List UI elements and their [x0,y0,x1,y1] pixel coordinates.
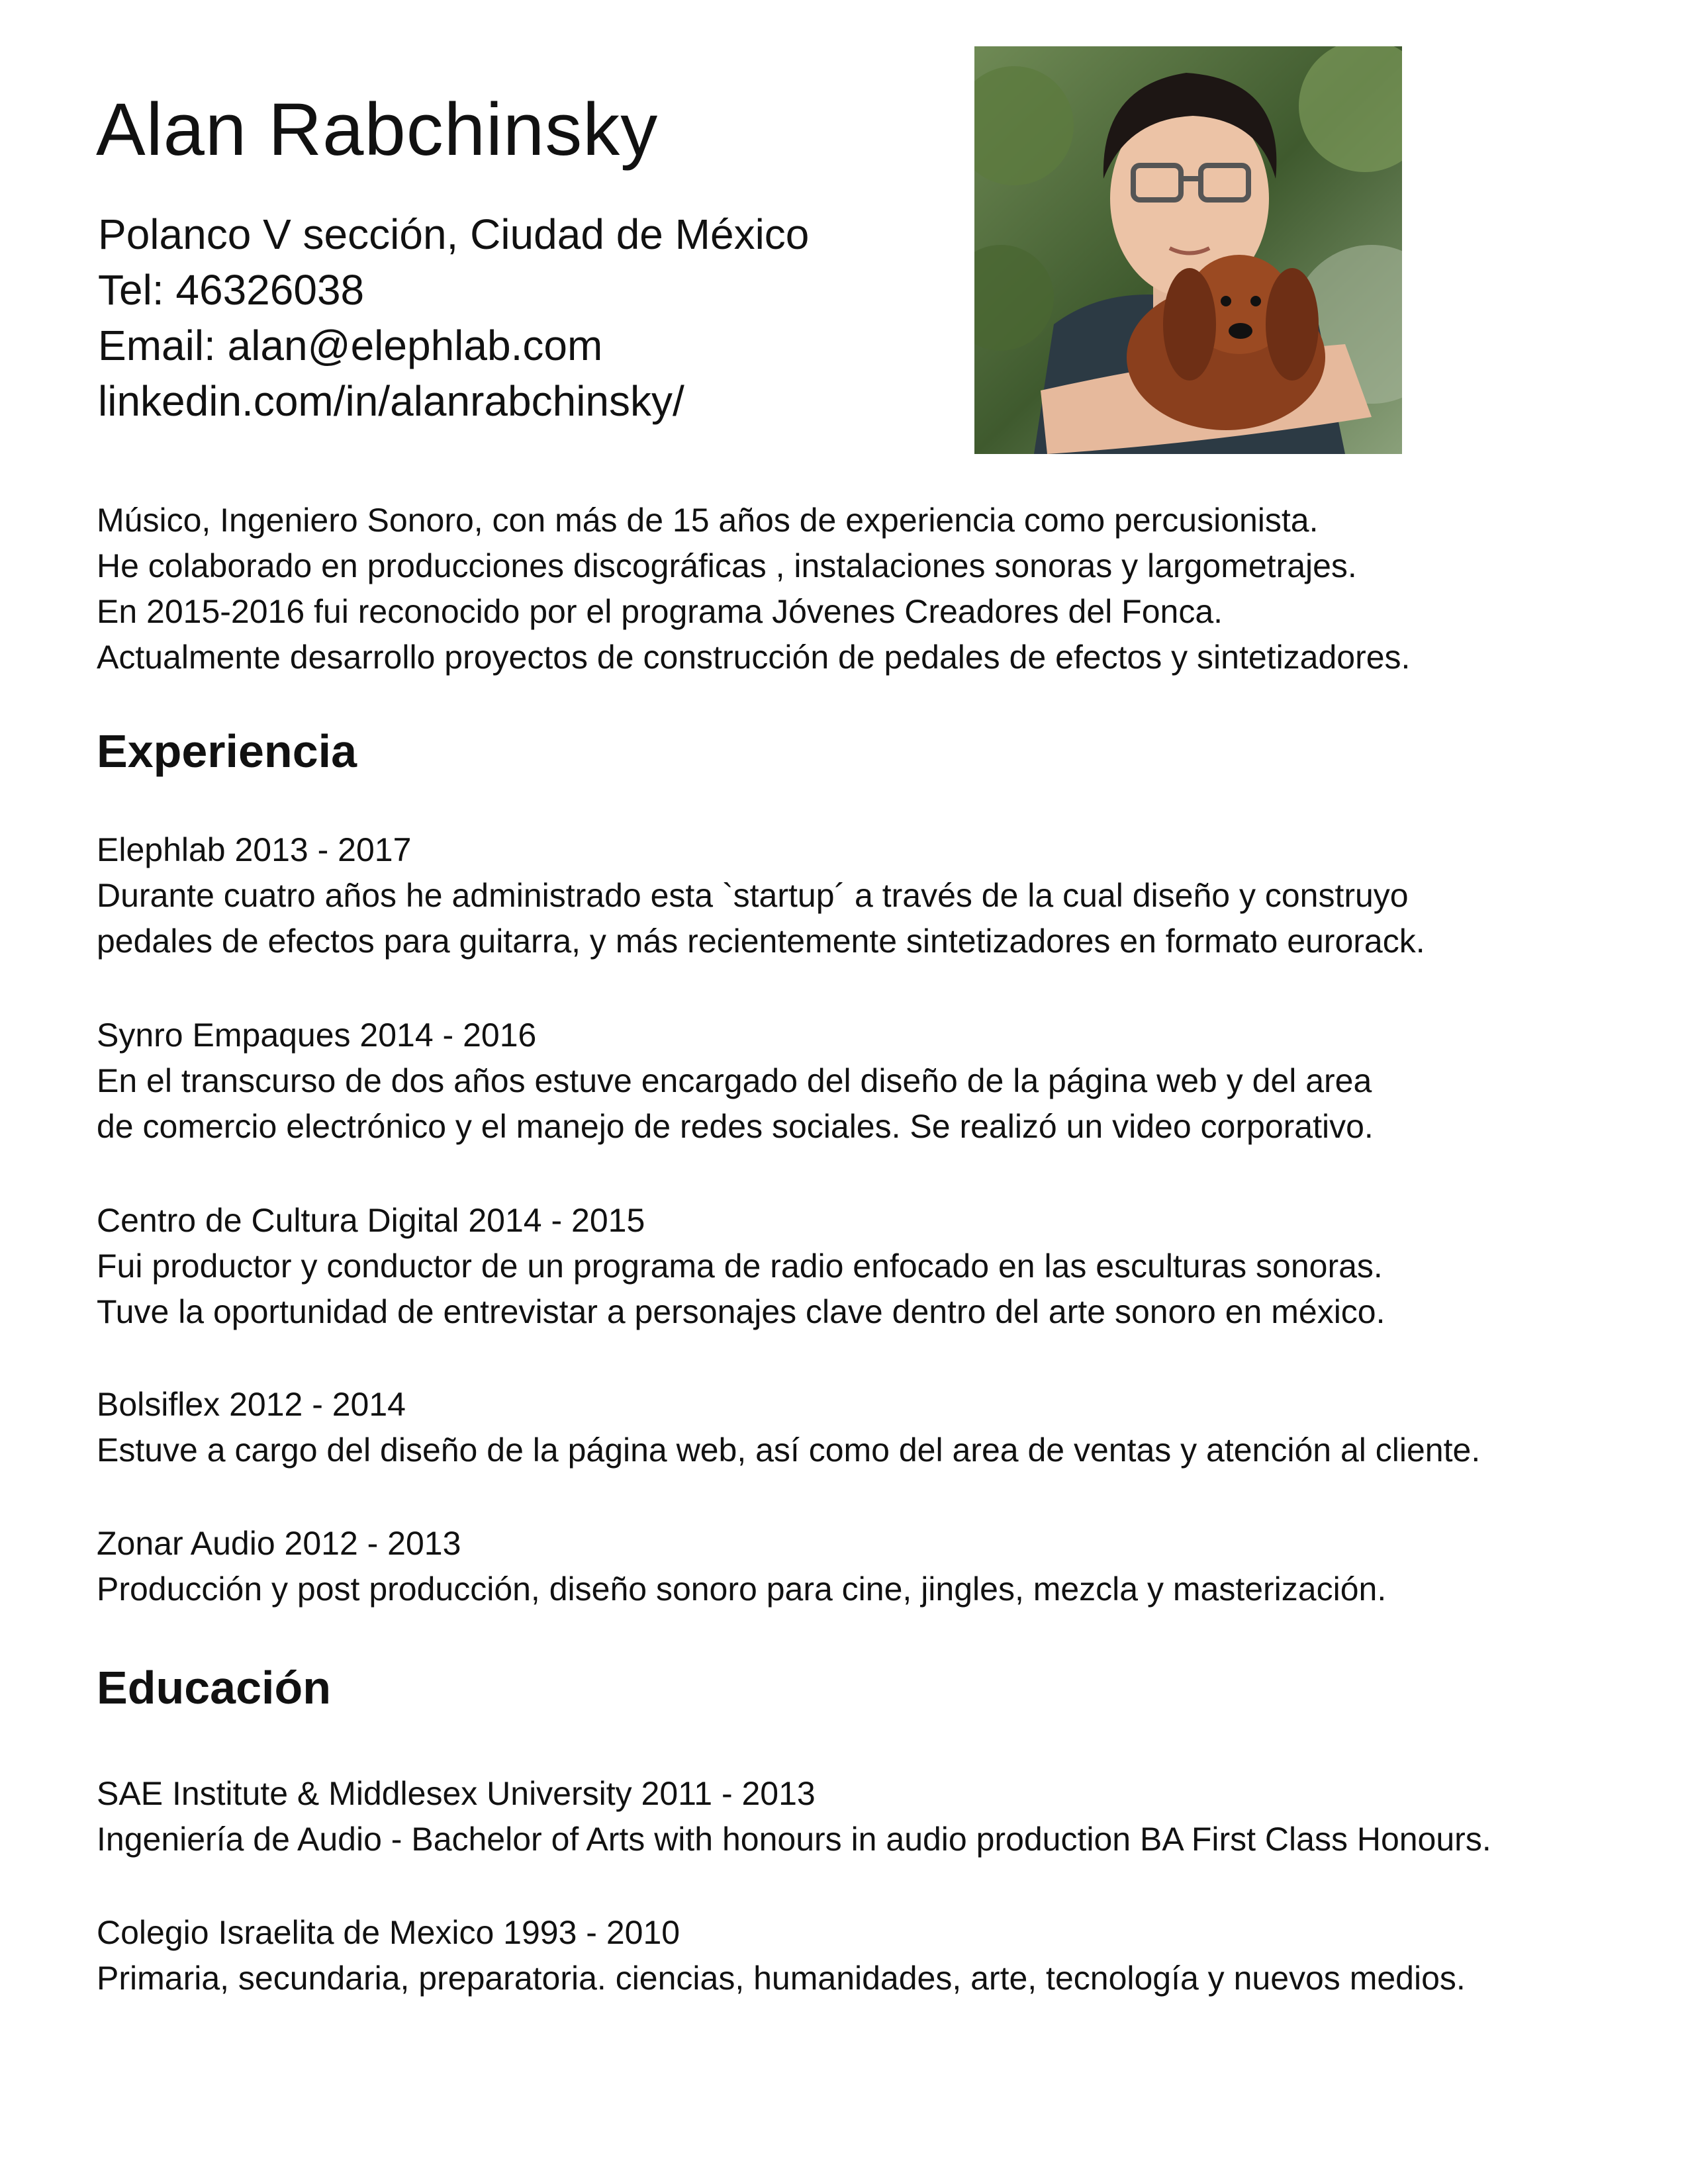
entry-line: En el transcurso de dos años estuve encargado del diseño de la página web y del area [97,1062,1372,1099]
entry-line: Ingeniería de Audio - Bachelor of Arts with honours in audio production BA First Class Honours. [97,1821,1491,1858]
experience-entry [97,1521,1386,1612]
entry-heading: Synro Empaques 2014 - 2016 [97,1017,537,1054]
contact-info [98,206,809,429]
education-entry [97,1910,1466,2001]
education-heading: Educación [97,1662,331,1713]
address-text: Polanco V sección, Ciudad de México [98,210,810,258]
linkedin-link[interactable]: linkedin.com/in/alanrabchinsky/ [98,377,684,425]
profile-photo [974,46,1402,454]
entry-line: Producción y post producción, diseño sonoro para cine, jingles, mezcla y masterización. [97,1570,1387,1608]
entry-heading: Zonar Audio 2012 - 2013 [97,1525,461,1562]
entry-line: Primaria, secundaria, preparatoria. ciencias, humanidades, arte, tecnología y nuevos medios. [97,1960,1466,1997]
candidate-name: Alan Rabchinsky [96,88,659,171]
summary-line: He colaborado en producciones discográficas , instalaciones sonoras y largometrajes. [97,547,1357,584]
professional-summary [97,498,1410,680]
email-text: Email: alan@elephlab.com [98,322,603,369]
summary-line: Actualmente desarrollo proyectos de construcción de pedales de efectos y sintetizadores. [97,639,1411,676]
entry-line: Tuve la oportunidad de entrevistar a personajes clave dentro del arte sonoro en méxico. [97,1293,1385,1330]
summary-line: Músico, Ingeniero Sonoro, con más de 15 años de experiencia como percusionista. [97,502,1319,539]
entry-heading: Colegio Israelita de Mexico 1993 - 2010 [97,1914,680,1951]
entry-heading: Elephlab 2013 - 2017 [97,831,412,868]
entry-heading: Bolsiflex 2012 - 2014 [97,1386,406,1423]
entry-line: Fui productor y conductor de un programa de radio enfocado en las esculturas sonoras. [97,1248,1383,1285]
experience-heading: Experiencia [97,725,357,777]
experience-entry [97,827,1425,964]
entry-line: de comercio electrónico y el manejo de redes sociales. Se realizó un video corporativo. [97,1108,1374,1145]
summary-line: En 2015-2016 fui reconocido por el programa Jóvenes Creadores del Fonca. [97,593,1223,630]
education-entry [97,1771,1491,1862]
entry-line: pedales de efectos para guitarra, y más recientemente sintetizadores en formato eurorack. [97,923,1425,960]
experience-entry [97,1198,1385,1335]
phone-text: Tel: 46326038 [98,266,365,314]
entry-line: Estuve a cargo del diseño de la página web, así como del area de ventas y atención al cliente. [97,1432,1481,1469]
entry-heading: SAE Institute & Middlesex University 2011 - 2013 [97,1775,816,1812]
experience-entry [97,1382,1480,1473]
entry-line: Durante cuatro años he administrado esta `startup´ a través de la cual diseño y construyo [97,877,1409,914]
experience-entry [97,1013,1374,1150]
entry-heading: Centro de Cultura Digital 2014 - 2015 [97,1202,645,1239]
